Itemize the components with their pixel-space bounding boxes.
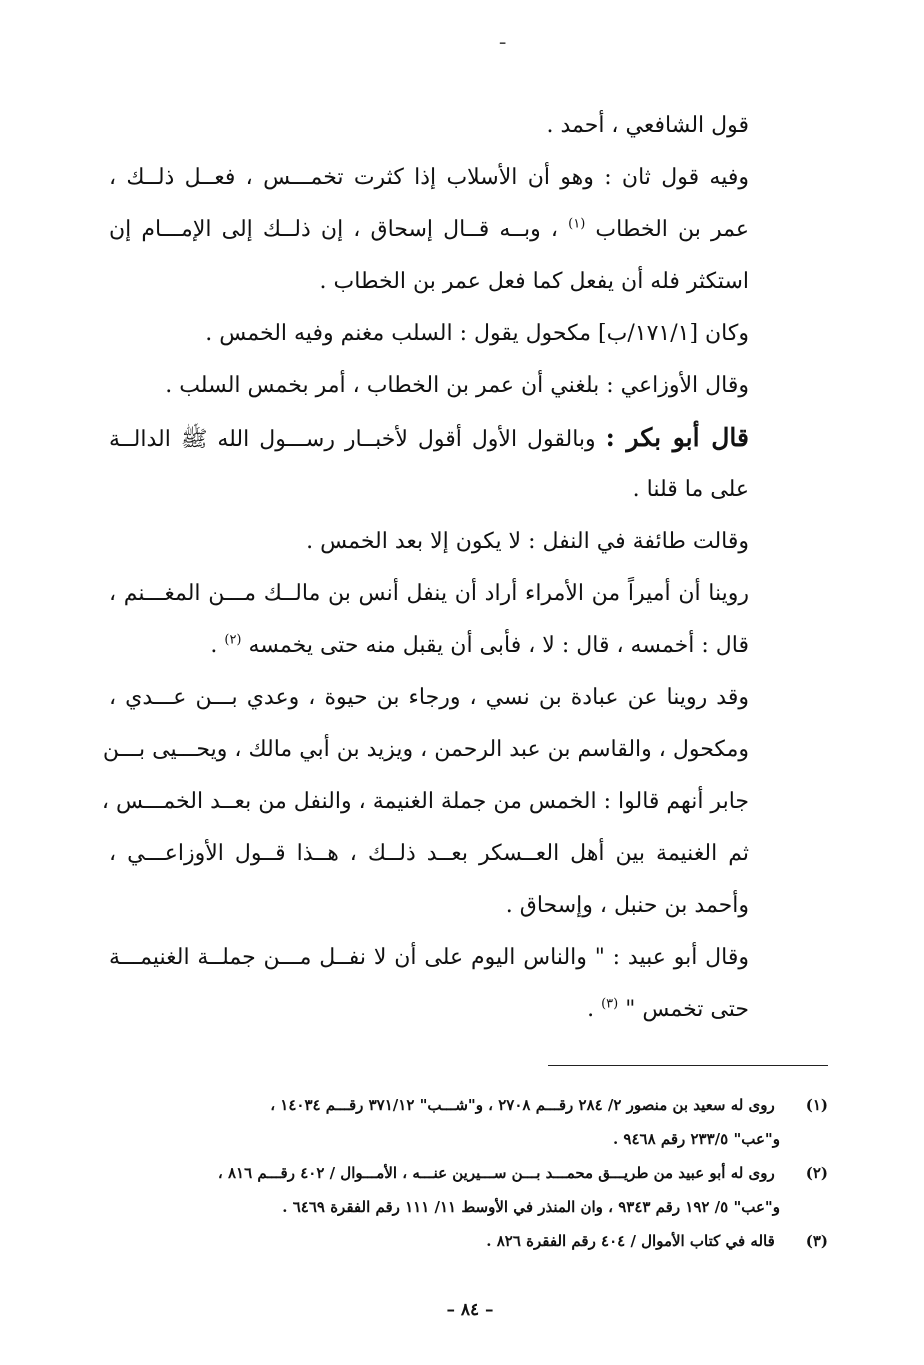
text-line: على ما قلنا . [632,477,749,502]
footnote-number: (٣) [805,1232,828,1250]
footnote-ref-2[interactable]: (٢) [224,632,242,648]
text-segment: وبالقول الأول أقول لأخبــار رســـول الله ﷺ الدالــة [109,427,596,452]
text-line: وأحمد بن حنبل ، وإسحاق . [505,893,749,918]
footnote-ref-1[interactable]: (١) [568,216,586,232]
text-line: وقد روينا عن عبادة بن نسي ، ورجاء بن حيوة ، وعدي بـــن عـــدي ، [109,685,749,710]
text-line [109,412,749,464]
text-line [109,984,749,1036]
page-number: – ٨٤ – [446,1300,494,1320]
footnotes [108,1088,828,1258]
text-segment: قال : أخمسه ، قال : لا ، فأبى أن يقبل منه حتى يخمسه [248,633,749,658]
text-line: قول الشافعي ، أحمد . [546,113,749,138]
text-line: جابر أنهم قالوا : الخمس من جملة الغنيمة ، والنفل من بعــد الخمـــس ، [101,789,749,814]
text-line: وقال أبو عبيد : " والناس اليوم على أن لا نفــل مـــن جملــة الغنيمـــة [109,945,749,970]
footnote-number: (٢) [805,1164,828,1182]
text-line: ومكحول ، والقاسم بن عبد الرحمن ، ويزيد بن أبي مالك ، ويحـــيى بـــن [102,737,749,762]
text-line: ثم الغنيمة بين أهل العــسكر بعــد ذلــك ، هــذا قــول الأوزاعـــي ، [109,841,750,866]
footnote-2-continuation: و"عب" ٥/ ١٩٢ رقم ٩٣٤٣ ، وان المنذر في الأوسط ١١/ ١١١ رقم الفقرة ٦٤٦٩ . [282,1198,780,1216]
text-line: وفيه قول ثان : وهو أن الأسلاب إذا كثرت تخمـــس ، فعــل ذلــك ، [109,165,749,190]
footnote-text: روى له سعيد بن منصور ٢/ ٢٨٤ رقـــم ٢٧٠٨ ، و"شـــب" ٣٧١/١٢ رقـــم ١٤٠٣٤ ، [270,1096,775,1114]
abu-bakr-heading: قال أبو بكر : [605,423,749,452]
text-line [109,620,749,672]
footnote-2 [108,1156,828,1190]
footnote-text: قاله في كتاب الأموال / ٤٠٤ رقم الفقرة ٨٢٦ . [486,1232,775,1250]
text-segment: ، وبــه قــال إسحاق ، إن ذلــك إلى الإمـــام إن [109,217,559,242]
main-text [101,100,750,1036]
text-segment: . [210,633,218,658]
text-line: استكثر فله أن يفعل كما فعل عمر بن الخطاب . [319,269,749,294]
footnote-text: روى له أبو عبيد من طريـــق محمـــد بـــن ســـيرين عنـــه ، الأمـــوال / ٤٠٢ رقـــم ٨١٦ ، [217,1164,775,1182]
text-line: وقالت طائفة في النفل : لا يكون إلا بعد الخمس . [306,529,749,554]
text-segment: . [587,997,595,1022]
footnote-1 [108,1088,828,1122]
header-mark: ـ [500,28,506,49]
text-segment: عمر بن الخطاب [595,217,749,242]
footnote-1-continuation: و"عب" ٢٣٣/٥ رقم ٩٤٦٨ . [612,1130,780,1148]
text-line: وكان [١٧١/١/ب] مكحول يقول : السلب مغنم وفيه الخمس . [205,321,749,346]
footnote-3 [108,1224,828,1258]
footnote-separator [548,1065,828,1066]
text-line [109,204,749,256]
footnote-number: (١) [805,1096,828,1114]
text-line: روينا أن أميراً من الأمراء أراد أن ينفل أنس بن مالــك مـــن المغـــنم ، [109,581,749,606]
text-line: وقال الأوزاعي : بلغني أن عمر بن الخطاب ، أمر بخمس السلب . [165,373,749,398]
text-segment: حتى تخمس " [625,997,749,1022]
footnote-ref-3[interactable]: (٣) [601,996,619,1012]
